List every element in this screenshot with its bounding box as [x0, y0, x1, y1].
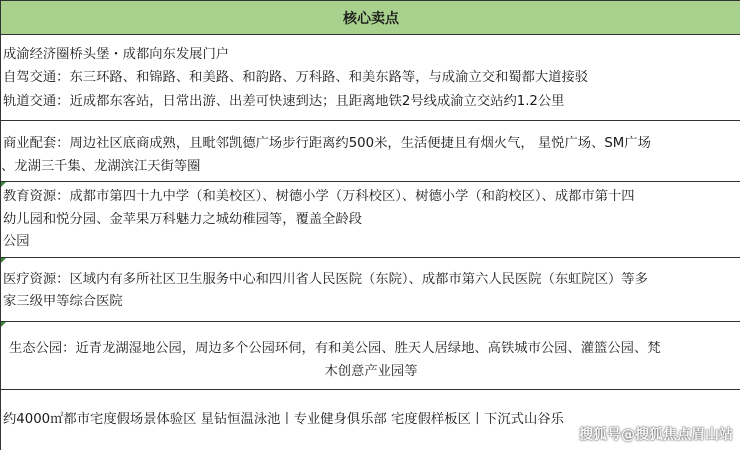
- cell-marker-triangle: [1, 258, 6, 263]
- ecology-text-line2: 木创意产业园等: [324, 364, 418, 379]
- location-transport-row: [1, 35, 740, 121]
- cell-marker-triangle: [1, 322, 6, 327]
- amenities-row: [1, 390, 740, 450]
- commerce-text-line1: 商业配套：周边社区底商成熟，且毗邻凯德广场步行距离约500米，生活便捷且有烟火气， 星悦广场、SM广场: [3, 136, 651, 151]
- table-header: [1, 0, 740, 35]
- medical-text-line2: 家三级甲等综合医院: [3, 294, 123, 309]
- table-title: 核心卖点: [343, 11, 399, 27]
- amenities-text: 约4000㎡都市宅度假场景体验区 星钻恒温泳池丨专业健身俱乐部 宅度假样板区丨下沉式山谷乐: [3, 412, 564, 427]
- education-row: [1, 182, 740, 258]
- medical-row: [1, 258, 740, 322]
- driving-transport-text: 自驾交通：东三环路、和锦路、和美路、和韵路、万科路、和美东路等，与成渝立交和蜀都大道接驳: [3, 70, 589, 85]
- source-watermark: 搜狐号@搜狐焦点眉山站: [579, 427, 733, 443]
- medical-text-line1: 医疗资源：区域内有多所社区卫生服务中心和四川省人民医院（东院）、成都市第六人民医院（东虹院区）等多: [3, 272, 648, 287]
- education-text-line3: 公园: [3, 234, 30, 249]
- education-text-line2: 幼儿园和悦分园、金苹果万科魅力之城幼稚园等，覆盖全龄段: [3, 212, 363, 227]
- ecology-row: [1, 322, 740, 390]
- rail-transport-text: 轨道交通：近成都东客站，日常出游、出差可快速到达；且距离地铁2号线成渝立交站约1.2公里: [3, 94, 565, 109]
- commerce-row: [1, 121, 740, 182]
- commerce-text-line2: 、龙湖三千集、龙湖滨江天街等圈: [1, 159, 201, 174]
- education-text-line1: 教育资源：成都市第四十九中学（和美校区）、树德小学（万科校区）、树德小学（和韵校区）、成都市第十四: [3, 189, 635, 204]
- location-headline: 成渝经济圈桥头堡・成都向东发展门户: [3, 47, 230, 62]
- ecology-text-line1: 生态公园：近青龙湖湿地公园，周边多个公园环伺，有和美公园、胜天人居绿地、高铁城市公园、灌篮公园、梵: [9, 341, 661, 356]
